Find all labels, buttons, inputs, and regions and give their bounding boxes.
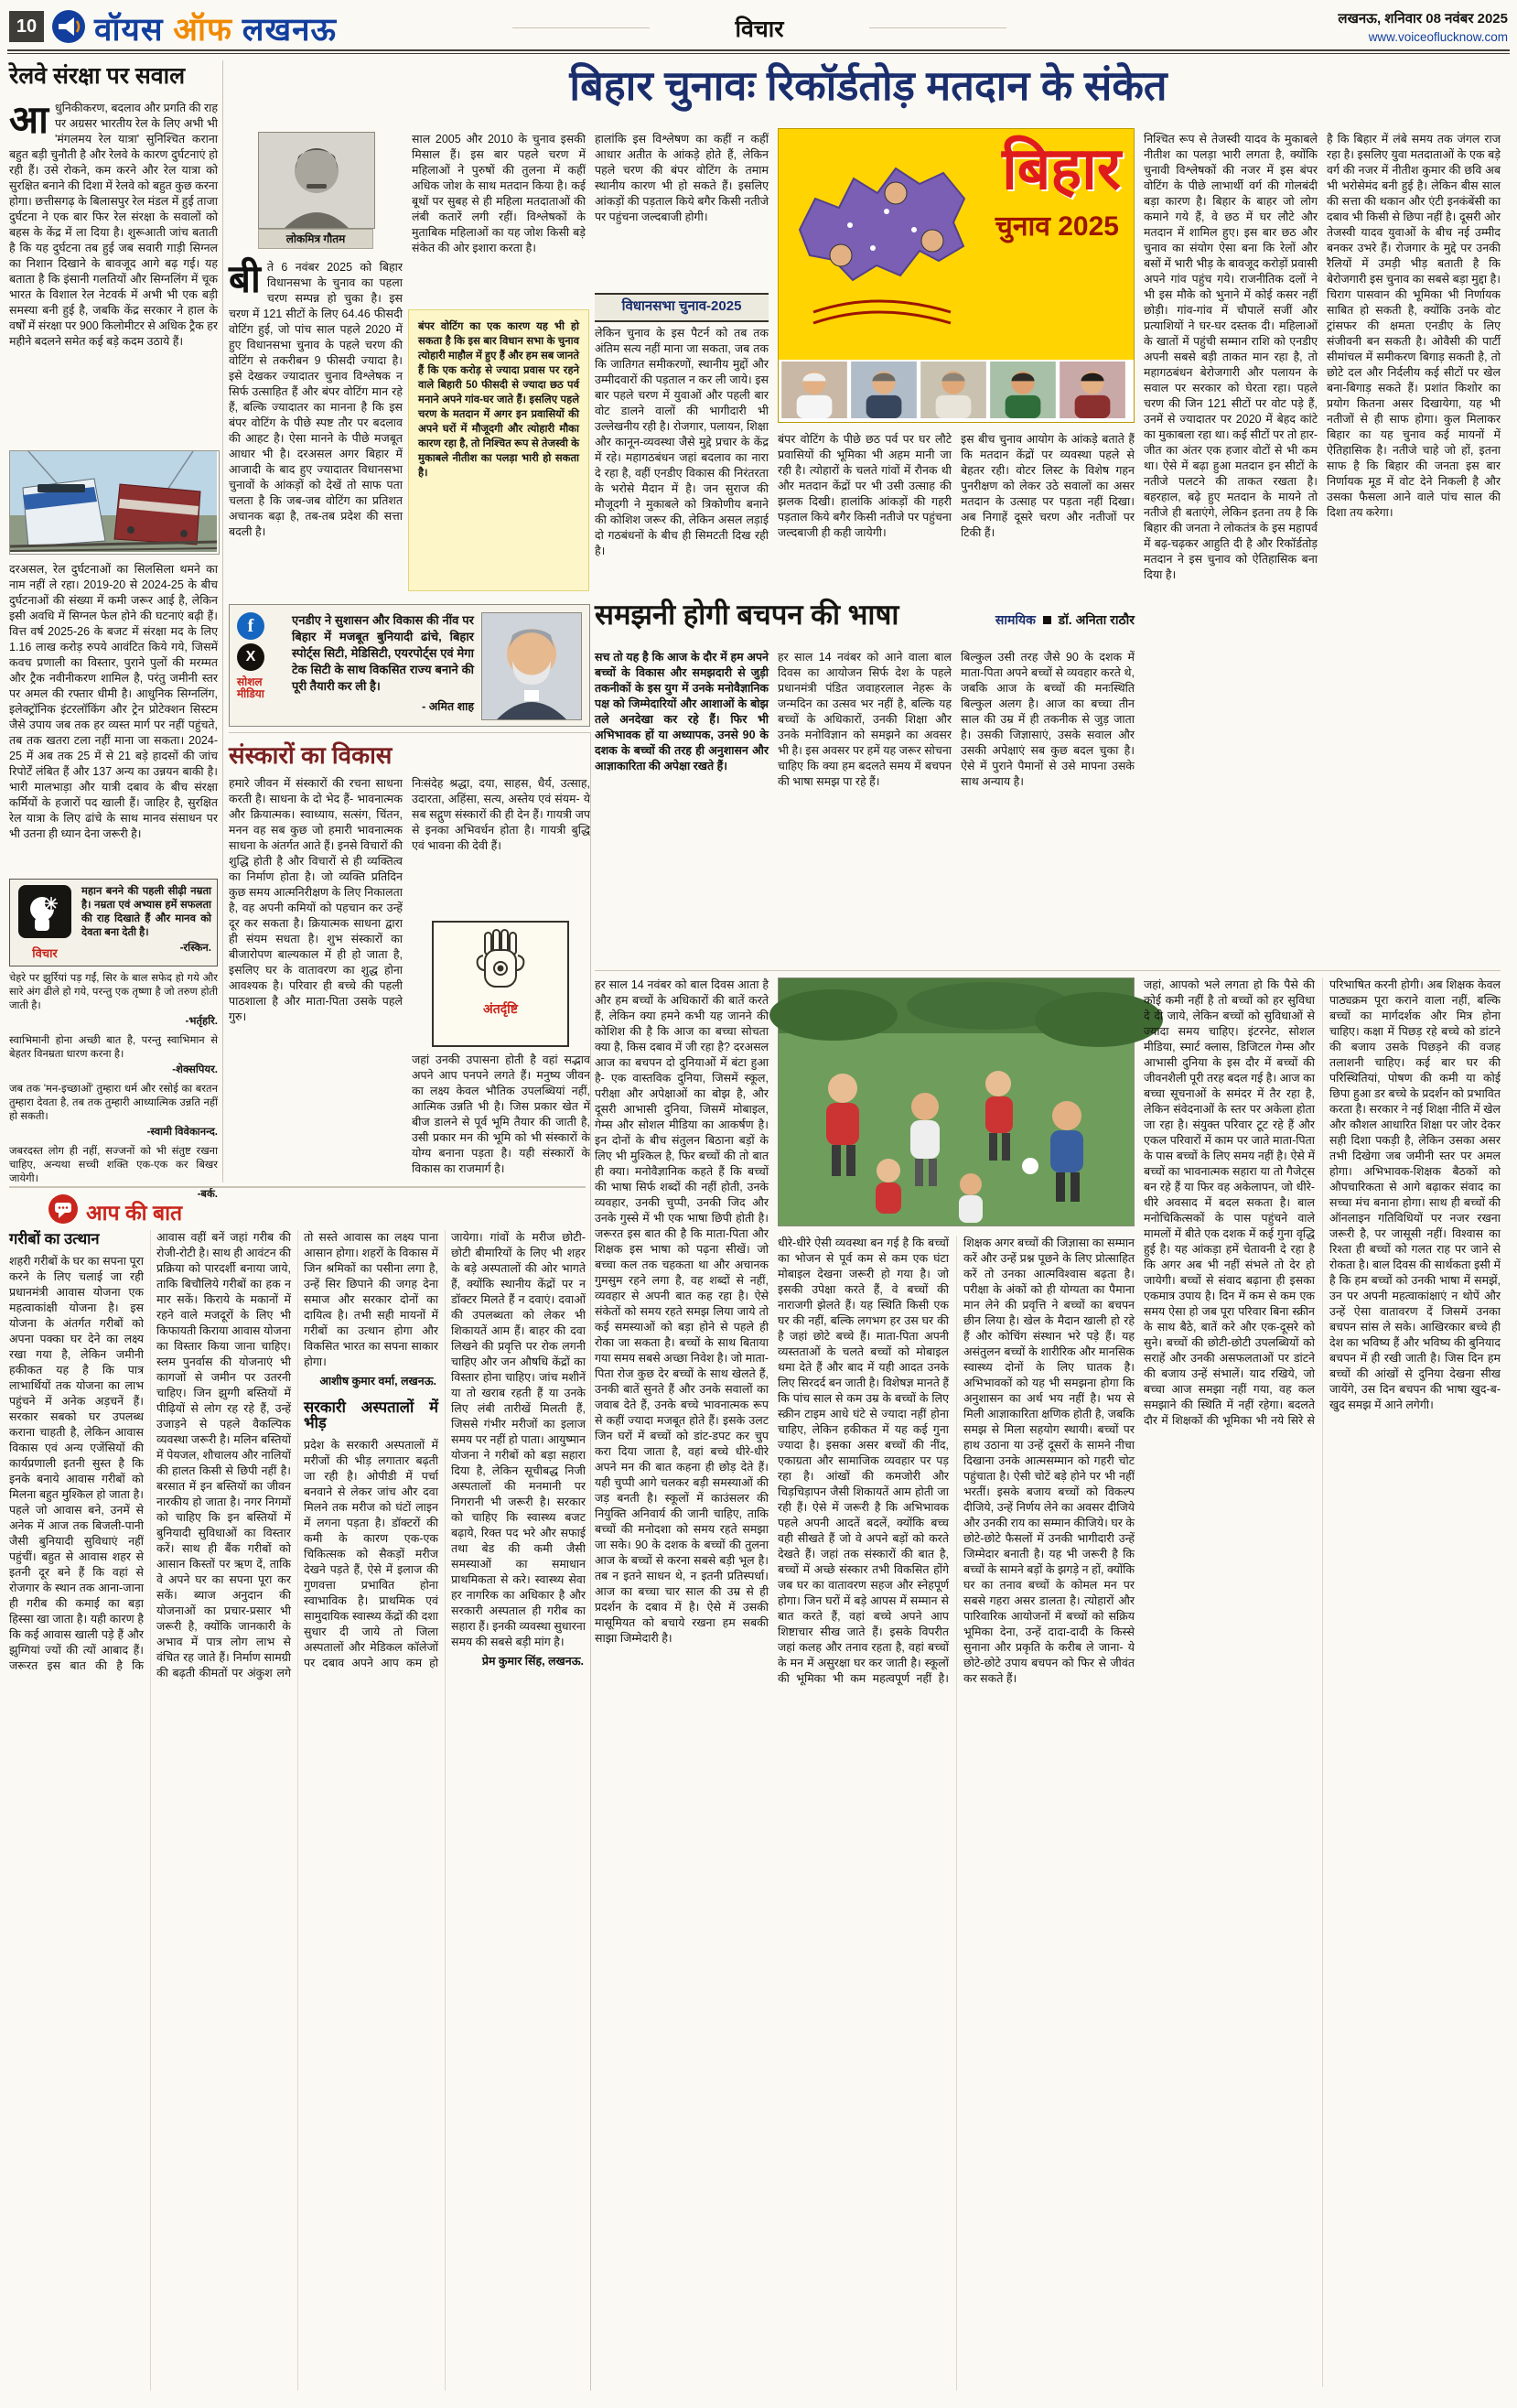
politician-photo-strip bbox=[779, 360, 1134, 422]
thought-text: महान बनने की पहली सीढ़ी नम्रता है। नम्रता एवं अभ्यास हमें सफलता की राह दिखाते हैं और मानव को देवता बना देती है। bbox=[81, 886, 211, 938]
sanskar-body-2b: जहां उनकी उपासना होती है वहां सद्भाव अपने आप पनपने लगते हैं। मनुष्य जीवन का लक्ष्य केवल भौतिक उपलब्धियां नहीं, आत्मिक उन्नति भी है। जिस प्रकार खेत में बीज डालने से पूर्व भूमि तैयार की जाती है, उसी प्रकार मन की भूमि को भी संस्कारों के योग्य बनाना पड़ता है। यही संस्कारों के विकास का राजमार्ग है। bbox=[412, 1053, 590, 1175]
masthead-logo-icon bbox=[51, 9, 86, 49]
bihar-graphic-subtitle: चुनाव 2025 bbox=[995, 211, 1119, 242]
sanskar-body-2a: निःसंदेह श्रद्धा, दया, साहस, धैर्य, उत्साह, उदारता, अहिंसा, सत्य, अस्तेय एवं संयम- ये सब सद्गुण संस्कारों की ही देन हैं। गायत्री जप से इनका अभिवर्धन होता है। गायत्री बुद्धि एवं भावना की देवी हैं। bbox=[412, 777, 590, 852]
quote-author: -बर्क. bbox=[197, 1189, 218, 1200]
divider bbox=[229, 732, 590, 733]
divider bbox=[9, 1186, 586, 1188]
letter-title: गरीबों का उत्थान bbox=[9, 1231, 100, 1247]
childhood-col-left: हर साल 14 नवंबर को बाल दिवस आता है और हम बच्चों के अधिकारों की बातें करते हैं, लेकिन क्या हमने कभी यह जानने की कोशिश की है कि आज का बच्चा सोचता क्या है, किस दबाव में जी रहा है? दरअसल आज का बचपन दो दुनियाओं में बंटा हुआ है- एक वास्तविक दुनिया, जिसमें स्कूल, परीक्षा और अपेक्षाओं का बोझ है, और दूसरी आभासी दुनिया, जिसमें मोबाइल, गेम्स और सोशल मीडिया का आकर्षण है। इन दोनों के बीच संतुलन बिठाना बड़ों के लिए भी मुश्किल है, फिर बच्चों की तो बात ही क्या। मनोवैज्ञानिक कहते हैं कि बच्चों की भाषा सिर्फ शब्दों की नहीं होती, उनके व्यवहार, उनकी चुप्पी, उनकी जिद और उनके गुस्से में भी एक भाषा छिपी होती है। जरूरत इस बात की है कि माता-पिता और शिक्षक इस भाषा को पढ़ना सीखें। जो बच्चा कल तक चहकता था और अचानक गुमसुम रहने लगा है, वह शब्दों से नहीं, व्यवहार से अपनी बात कह रहा है। ऐसे संकेतों को समय रहते समझ लिया जाये तो कई समस्याओं को बड़ा होने से पहले ही रोका जा सकता है। बच्चों के साथ बिताया गया समय सबसे अच्छा निवेश है। जो माता-पिता रोज कुछ देर बच्चों के साथ खेलते हैं, उनकी बातें सुनते हैं और उनके सवालों का जवाब देते हैं, उनके बच्चे भावनात्मक रूप से कहीं ज्यादा मजबूत होते हैं। इसके उलट जिन घरों में बच्चों को डांट-डपट कर चुप करा दिया जाता है, वहां बच्चे धीरे-धीरे अपने मन की बात कहना ही छोड़ देते हैं। यही चुप्पी आगे चलकर बड़ी समस्याओं की जड़ बनती है। स्कूलों में काउंसलर की नियुक्ति अनिवार्य की जानी चाहिए, ताकि बच्चों की मनोदशा को समय रहते समझा जा सके। 90 के दशक के बच्चों की तुलना आज के बच्चों से करना सबसे बड़ी भूल है। तब न इतने साधन थे, न इतनी प्रतिस्पर्धा। आज का बच्चा चार साल की उम्र से ही प्रदर्शन के दबाव में है। ऐसे में उसकी मासूमियत को बचाये रखना हम सबकी साझा जिम्मेदारी है। bbox=[595, 978, 769, 1645]
politician-photo bbox=[989, 362, 1057, 420]
divider bbox=[512, 27, 650, 28]
letter-signature: प्रेम कुमार सिंह, लखनऊ. bbox=[481, 1655, 584, 1668]
section-title: विचार bbox=[735, 16, 784, 42]
sanskar-headline: संस्कारों का विकास bbox=[229, 741, 393, 769]
divider bbox=[869, 27, 1006, 28]
quote-text: स्वाभिमानी होना अच्छी बात है, परन्तु स्वाभिमान से बेहतर विनम्रता धारण करना है। bbox=[9, 1035, 218, 1060]
bihar-headline: बिहार चुनावः रिकॉर्डतोड़ मतदान के संकेत bbox=[569, 62, 1167, 109]
masthead bbox=[51, 7, 337, 50]
childhood-intro-2: हर साल 14 नवंबर को आने वाला बाल दिवस का आयोजन सिर्फ देश के पहले प्रधानमंत्री पंडित जवाहरलाल नेहरू के जन्मदिन का उत्सव भर नहीं है, बल्कि यह बच्चों के अधिकारों, उनकी शिक्षा और उनके मनोविज्ञान को समझने का अवसर भी है। इस अवसर पर हमें यह जरूर सोचना चाहिए कि क्या हम बदलते समय में बचपन की भाषा समझ पा रहे हैं। bbox=[778, 651, 952, 788]
masthead-word: ऑफ bbox=[173, 12, 233, 48]
railway-dropcap: आ bbox=[9, 98, 48, 141]
amit-shah-photo bbox=[481, 612, 582, 718]
quote-author: -भर्तृहरि. bbox=[185, 1016, 218, 1027]
sanskar-body-1: हमारे जीवन में संस्कारों की रचना साधना करती है। साधना के दो भेद हैं- भावनात्मक और क्रियात्मक। स्वाध्याय, सत्संग, चिंतन, मनन वह सब कुछ जो हमारी भावनात्मक साधना के अंतर्गत आते हैं। इनसे विचारों की शुद्धि होती है और विचारों से ही व्यक्तित्व का निर्माण होता है। जो व्यक्ति प्रतिदिन कुछ समय आत्मनिरीक्षण के लिए निकालता है, वह अपनी कमियों को पहचान कर उन्हें दूर कर सकता है। क्रियात्मक साधना द्वारा ही संयम सधता है। शुभ संस्कारों का बीजारोपण बाल्यकाल में ही हो जाता है, इसलिए घर के वातावरण का शुद्ध होना आवश्यक है। परिवार ही बच्चे की पहली पाठशाला है और माता-पिता उसके पहले गुरु। bbox=[229, 777, 403, 1023]
website-link: www.voiceoflucknow.com bbox=[1368, 30, 1508, 44]
bihar-graphic-title: बिहार bbox=[1002, 135, 1121, 201]
letter-body: प्रदेश के सरकारी अस्पतालों में मरीजों की भीड़ लगातार बढ़ती जा रही है। ओपीडी में पर्चा बनवाने से लेकर जांच और दवा मिलने तक मरीज को घंटों लाइन में लगना पड़ता है। डॉक्टरों की कमी के कारण एक-एक चिकित्सक को सैकड़ों मरीज देखने पड़ते हैं, ऐसे में इलाज की गुणवत्ता प्रभावित होना स्वाभाविक है। प्राथमिक एवं सामुदायिक स्वास्थ्य केंद्रों की दशा सुधार दी जाये तो जिला अस्पतालों और मेडिकल कॉलेजों पर दबाव अपने आप कम हो जायेगा। गांवों के मरीज छोटी-छोटी बीमारियों के लिए भी शहर के बड़े अस्पतालों की ओर भागते हैं, क्योंकि स्थानीय केंद्रों पर न डॉक्टर मिलते हैं न दवाएं। दवाओं की उपलब्धता को लेकर भी शिकायतें आम हैं। बाहर की दवा लिखने की प्रवृत्ति पर रोक लगनी चाहिए और जन औषधि केंद्रों का विस्तार होना चाहिए। जांच मशीनें या तो खराब रहती हैं या उनके लिए लंबी तारीखें मिलती हैं, जिससे गंभीर मरीजों का इलाज समय पर नहीं हो पाता। आयुष्मान योजना ने गरीबों को बड़ा सहारा दिया है, लेकिन सूचीबद्ध निजी अस्पतालों की मनमानी पर निगरानी भी जरूरी है। सरकार को चाहिए कि स्वास्थ्य बजट बढ़ाये, रिक्त पद भरे और सफाई तथा बेड की कमी जैसी समस्याओं का समाधान प्राथमिकता से करे। स्वास्थ्य सेवा हर नागरिक का अधिकार है और सरकारी अस्पताल ही गरीब का सहारा हैं। इनकी व्यवस्था सुधारना समय की सबसे बड़ी मांग है। bbox=[304, 1231, 586, 1669]
bihar-col-2: साल 2005 और 2010 के चुनाव इसकी मिसाल हैं। इस बार पहले चरण में महिलाओं ने पुरुषों की तुलना में कहीं अधिक जोश के साथ मतदान किया है। कई बूथों पर सुबह से ही महिला मतदाताओं की लंबी कतारें लगी रहीं। विश्लेषकों के मुताबिक महिलाओं का यह जोश किसी बड़े संकेत की ओर इशारा करता है। bbox=[412, 133, 586, 254]
bihar-col-3a: हालांकि इस विश्लेषण का कहीं न कहीं आधार अतीत के आंकड़े होते हैं, लेकिन पहले चरण की बंपर वोटिंग के तमाम स्थानीय कारण भी हो सकते हैं। इसलिए आंकड़ों की पड़ताल किये बगैर किसी नतीजे पर पहुंचना जल्दबाजी होगी। bbox=[595, 133, 769, 223]
politician-photo bbox=[780, 362, 848, 420]
childhood-col-mid: धीरे-धीरे ऐसी व्यवस्था बन गई है कि बच्चों का भोजन से पूर्व कम से कम एक घंटा मोबाइल देखना जरूरी हो गया है। जो इसकी उपेक्षा करते हैं, वे बच्चों की नाराजगी झेलते हैं। यह स्थिति किसी एक घर की नहीं, बल्कि लगभग हर उस घर की है जहां छोटे बच्चे हैं। माता-पिता अपनी व्यस्तताओं के चलते बच्चों को मोबाइल थमा देते हैं और बाद में यही आदत उनके लिए सिरदर्द बन जाती है। विशेषज्ञ मानते हैं कि पांच साल से कम उम्र के बच्चों के लिए स्क्रीन टाइम आधे घंटे से ज्यादा नहीं होना चाहिए, लेकिन हकीकत में यह कई गुना ज्यादा है। इसका असर बच्चों की नींद, एकाग्रता और सामाजिक व्यवहार पर पड़ रहा है। आंखों की कमजोरी और चिड़चिड़ापन जैसी शिकायतें आम होती जा रही हैं। ऐसे में जरूरी है कि अभिभावक पहले अपनी आदतें बदलें, क्योंकि बच्च वही सीखते हैं जो वे अपने बड़ों को करते देखते हैं। जहां तक संस्कारों की बात है, बच्चों में अच्छे संस्कार तभी विकसित होंगे जब घर का वातावरण सहज और स्नेहपूर्ण होगा। जिन घरों में बड़े आपस में सम्मान से बात करते हैं, वहां बच्चे अपने आप शिष्टाचार सीख जाते हैं। इसके विपरीत जहां कलह और तनाव रहता है, वहां बच्चों के मन में असुरक्षा घर कर जाती है। स्कूलों की भूमिका भी कम महत्वपूर्ण नहीं है। शिक्षक अगर बच्चों की जिज्ञासा का सम्मान करें और उन्हें प्रश्न पूछने के लिए प्रोत्साहित करें तो उनका आत्मविश्वास बढ़ता है। परीक्षा के अंकों को ही योग्यता का पैमाना मान लेने की प्रवृत्ति ने बच्चों का बचपन छीन लिया है। खेल के मैदान खाली हो रहे हैं और कोचिंग संस्थान भरे पड़े हैं। यह असंतुलन बच्चों के शारीरिक और मानसिक स्वास्थ्य दोनों के लिए घातक है। अभिभावकों को यह भी समझना होगा कि अनुशासन का अर्थ भय नहीं है। भय से मिली आज्ञाकारिता क्षणिक होती है, जबकि समझ से मिला सहयोग स्थायी। बच्चों पर हाथ उठाना या उन्हें दूसरों के सामने नीचा दिखाना उनके आत्मसम्मान को गहरी चोट पहुंचाता है। ऐसी चोटें बड़े होने पर भी नहीं भरतीं। इसके बजाय बच्चों को विकल्प दीजिये, उन्हें निर्णय लेने का अवसर दीजिये और उनकी राय का सम्मान कीजिये। घर के छोटे-छोटे फैसलों में उनकी भागीदारी उन्हें जिम्मेदार बनाती है। यह भी जरूरी है कि बच्चों के सामने बड़ों के झगड़े न हों, क्योंकि घर का तनाव बच्चों के कोमल मन पर सबसे गहरा असर डालता है। त्योहारों और पारिवारिक आयोजनों में बच्चों को सक्रिय भूमिका देना, उन्हें दादा-दादी के किस्से सुनाना और प्रकृति के करीब ले जाना- ये छोटे-छोटे उपाय बचपन को फिर से जीवंत कर सकते हैं। bbox=[778, 1236, 1135, 1685]
childhood-col-right: जहां, आपको भले लगता हो कि पैसे की कोई कमी नहीं है तो बच्चों को हर सुविधा दे दी जाये, लेकिन बच्चों को सुविधाओं से ज्यादा समय चाहिए। इंटरनेट, सोशल मीडिया, स्मार्ट क्लास, डिजिटल गेम्स और आभासी दुनिया के इस दौर में बच्चों की जीवनशैली पूरी तरह बदल गई है। आज का बच्चा सूचनाओं के समंदर में तैर रहा है, लेकिन संवेदनाओं के स्तर पर अकेला होता जा रहा है। संयुक्त परिवार टूट रहे हैं और एकल परिवारों में काम पर जाते माता-पिता के पास बच्चों के लिए समय नहीं है। ऐसे में बच्चों का भावनात्मक सहारा या तो गैजेट्स बन रहे हैं या फिर वह अकेलापन, जो धीरे-धीरे अवसाद में बदल सकता है। बाल मनोचिकित्सकों के पास पहुंचने वाले मामलों में बीते एक दशक में कई गुना वृद्धि हुई है। यह आंकड़ा हमें चेतावनी दे रहा है कि अगर अब भी नहीं संभले तो देर हो जायेगी। बच्चों से संवाद बढ़ाना ही इसका एकमात्र उपाय है। दिन में कम से कम एक समय ऐसा हो जब पूरा परिवार बिना स्क्रीन के साथ बैठे, बातें करे और एक-दूसरे को सुने। बच्चों की छोटी-छोटी उपलब्धियों को सराहें और उनकी असफलताओं पर डांटने की बजाय उन्हें संभालें। याद रखिये, जो बच्चा आज समझा नहीं गया, वह कल समझाने की स्थिति में नहीं रहेगा। बदलते दौर में शिक्षकों की भूमिका भी नये सिरे से परिभाषित करनी होगी। अब शिक्षक केवल पाठ्यक्रम पूरा कराने वाला नहीं, बल्कि बच्चों का मार्गदर्शक और मित्र होना चाहिए। कक्षा में पिछड़ रहे बच्चे को डांटने की बजाय उसके पिछड़ने की वजह तलाशनी चाहिए। कई बार घर की परिस्थितियां, पोषण की कमी या कोई छिपा हुआ डर बच्चे के प्रदर्शन को प्रभावित करता है। सरकार ने नई शिक्षा नीति में खेल और कौशल आधारित शिक्षा पर जोर देकर सही दिशा पकड़ी है, लेकिन उसका असर तभी दिखेगा जब जमीनी स्तर पर अमल होगा। अभिभावक-शिक्षक बैठकों को औपचारिकता से आगे बढ़ाकर संवाद का सच्चा मंच बनाना होगा। साथ ही बच्चों की ऑनलाइन गतिविधियों पर नजर रखना जरूरी है, पर जासूसी नहीं। विश्वास का रिश्ता ही बच्चों को गलत राह पर जाने से रोकता है। बाल दिवस की सार्थकता इसी में है कि हम बच्चों को उनकी भाषा में समझें, उन पर अपनी महत्वाकांक्षाएं न थोपें और उन्हें ऐसा वातावरण दें जिसमें उनका बचपन सांस ले सके। आखिरकार बच्चे ही देश का भविष्य हैं और भविष्य की बुनियाद बचपन में ही रखी जाती है। जिस दिन हम बच्चों की आंखों से दुनिया देखना सीख जायेंगे, उस दिन बचपन की भाषा खुद-ब-खुद समझ में आने लगेगी। bbox=[1144, 978, 1501, 1427]
speech-bubble-icon bbox=[48, 1193, 79, 1229]
thinker-icon bbox=[18, 926, 71, 942]
childhood-byline bbox=[933, 611, 1135, 629]
quotes-list bbox=[9, 972, 218, 1200]
bihar-col-7: है कि बिहार में लंबे समय तक जंगल राज रहा है। इसलिए युवा मतदाताओं के एक बड़े वर्ग की नजर में नीतीश कुमार की छवि अब भी भरोसेमंद बनी हुई है। लेकिन बीस साल की सत्ता की थकान और एंटी इनकंबेंसी का दबाव भी किसी से छिपा नहीं है। दूसरी ओर तेजस्वी यादव युवाओं के बीच नई उम्मीद बनकर उभरे हैं। रोजगार के मुद्दे पर उनकी रैलियों में उमड़ी भीड़ बताती है कि बेरोजगारी इस चुनाव का सबसे बड़ा मुद्दा है। चिराग पासवान की भूमिका भी निर्णायक साबित हो सकती है, क्योंकि उनके वोट ट्रांसफर की क्षमता एनडीए के लिए संजीवनी बन सकती है। ओवैसी की पार्टी सीमांचल में समीकरण बिगाड़ सकती है, तो छोटे दल और निर्दलीय कई सीटों पर खेल बना-बिगाड़ सकते हैं। प्रशांत किशोर का प्रयोग कितना असर दिखायेगा, यह भी नतीजों से ही साफ होगा। कुल मिलाकर बिहार का यह चुनाव कई मायनों में ऐतिहासिक है। नतीजे चाहे जो हों, इतना साफ है कि बिहार की जनता इस बार निर्णायक मूड में वोट देने निकली है और उसका फैसला आने वाले पांच साल की दिशा तय करेगा। bbox=[1327, 133, 1501, 519]
politician-photo bbox=[850, 362, 918, 420]
divider bbox=[222, 60, 223, 1182]
letters-flow bbox=[9, 1230, 586, 2391]
author-photo bbox=[258, 132, 373, 249]
byline-bullet bbox=[1043, 616, 1051, 624]
masthead-word: वॉयस bbox=[94, 12, 164, 48]
bihar-pullquote: बंपर वोटिंग का एक कारण यह भी हो सकता है कि इस बार विधान सभा के चुनाव त्योहारी माहौल में हुए हैं और हम सब जानते हैं कि एक करोड़ से ज्यादा प्रवास पर रहने वाले बिहारी 50 फीसदी से ज्यादा छठ पर्व मनाने अपने गांव-घर जाते हैं। इसलिए पहले चरण के मतदान में अगर इन प्रवासियों की अपने घरों में मौजूदगी और त्योहारी मौका कारण रहा है, तो निश्चित रूप से तेजस्वी के मुकाबले नीतीश का पलड़ा भारी हो सकता है। bbox=[408, 309, 589, 591]
insight-box bbox=[432, 921, 569, 1047]
letters-section-label: आप की बात bbox=[86, 1200, 183, 1225]
facebook-icon: f bbox=[237, 612, 264, 640]
insight-label: अंतर्दृष्टि bbox=[483, 1001, 518, 1016]
author-caption: लोकमित्र गौतम bbox=[258, 229, 373, 249]
page-number-box: 10 bbox=[9, 11, 44, 42]
dateline: लखनऊ, शनिवार 08 नवंबर 2025 bbox=[1338, 11, 1508, 27]
childhood-intro-3: बिल्कुल उसी तरह जैसे 90 के दशक में माता-पिता अपने बच्चों से व्यवहार करते थे, जबकि आज के बच्चों की मनःस्थिति बिल्कुल अलग है। आज का बच्चा तीन साल की उम्र में ही तकनीक से जुड़ जाता है। उसकी जिज्ञासाएं, उसके सवाल और उसकी अपेक्षाएं सब कुछ बदल चुका है। ऐसे में पुराने पैमानों से उसे मापना उसके साथ अन्याय है। bbox=[961, 651, 1135, 788]
bihar-election-graphic bbox=[778, 128, 1135, 423]
childhood-intro-1: सच तो यह है कि आज के दौर में हम अपने बच्चों के विकास और समझदारी से जुड़ी तकनीकों के इस युग में उनके मनोवैज्ञानिक पक्ष को जिम्मेदारियों और आशाओं के बोझ तले अनदेखा कर रहे हैं। फिर भी अभिभावक हों या अध्यापक, उनसे 90 के दशक के बच्चों की तरह ही अनुशासन और आज्ञाकारिता की अपेक्षा रखते हैं। bbox=[595, 651, 769, 772]
hamsa-hand-icon bbox=[476, 980, 525, 996]
quote-text: चेहरे पर झुर्रियां पड़ गईं, सिर के बाल सफेद हो गये और सारे अंग ढीले हो गये, परन्तु एक तृष्णा है जो तरुण होती जाती है। bbox=[9, 973, 218, 1011]
letter-signature: आशीष कुमार वर्मा, लखनऊ. bbox=[319, 1375, 436, 1388]
children-photo bbox=[778, 977, 1135, 1226]
header-rule bbox=[7, 53, 1510, 54]
politician-photo bbox=[1059, 362, 1126, 420]
masthead-word: लखनऊ bbox=[242, 12, 338, 48]
x-twitter-icon: X bbox=[237, 643, 264, 671]
bihar-col-1: बीते 6 नवंबर 2025 को बिहार विधानसभा के चुनाव का पहला चरण सम्पन्न हो चुका है। इस चरण में 121 सीटों के लिए 64.46 फीसदी वोटिंग हुई, जो पांच साल पहले 2020 में हुए विधानसभा चुनाव के पहले चरण की वोटिंग से तकरीबन 9 फीसदी ज्यादा है। इसे देखकर ज्यादातर चुनाव विश्लेषक न सिर्फ उत्साहित हैं और बंपर वोटिंग मान रहे हैं, बल्कि ज्यादातर का मानना है कि इस बंपर वोटिंग के पीछे स्पष्ट तौर पर बदलाव की आहट है। ऐसा मानने के पीछे मजबूत आधार भी है। दरअसल अगर बिहार में आजादी के बाद हुए ज्यादातर विधानसभा चुनावों के आंकड़ों को देखें तो साफ पता चलता है कि जब-जब वोटिंग का प्रतिशत अचानक बढ़ा है, तब-तब प्रदेश की सत्ता बदली है। bbox=[229, 257, 403, 538]
letters-section-header bbox=[48, 1193, 182, 1229]
thought-label: विचार bbox=[32, 946, 58, 960]
letter-body: शहरी गरीबों के घर का सपना पूरा करने के लिए चलाई जा रही प्रधानमंत्री आवास योजना एक महत्वाकांक्षी योजना है। इस योजना के अंतर्गत गरीबों को अपना पक्का घर देने का लक्ष्य रखा गया है, लेकिन जमीनी हकीकत यह है कि पात्र लाभार्थियों तक योजना का लाभ पहुंचने में अनेक अड़चनें हैं। सरकार सबको घर उपलब्ध कराना चाहती है, लेकिन आवास विकास एवं अन्य एजेंसियों की कार्यप्रणाली इतनी सुस्त है कि इनके बनाये आवास गरीबों को मिलना बहुत मुश्किल हो जाता है। पहले जो आवास बने, उनमें से अनेक में आज तक बिजली-पानी जैसी बुनियादी सुविधाएं नहीं पहुंचीं। बहुत से आवास शहर से इतनी दूर बने हैं कि वहां से रोजगार के स्थान तक आना-जाना ही गरीब की कमाई का बड़ा हिस्सा खा जाता है। यही कारण है कि कई आवास खाली पड़े हैं और झुग्गियां ज्यों की त्यों आबाद हैं। जरूरत इस बात की है कि आवास वहीं बनें जहां गरीब की रोजी-रोटी है। साथ ही आवंटन की प्रक्रिया को पारदर्शी बनाया जाये, ताकि बिचौलिये गरीबों का हक न मार सकें। किराये के मकानों में रहने वाले मजदूरों के लिए भी किफायती किराया आवास योजना का विस्तार किया जाना चाहिए। स्लम पुनर्वास की योजनाएं भी कागजों से जमीन पर उतरनी चाहिए। जिन झुग्गी बस्तियों में पीढ़ियों से लोग रह रहे हैं, उन्हें उजाड़ने से पहले वैकल्पिक व्यवस्था जरूरी है। मलिन बस्तियों में पेयजल, शौचालय और नालियों की हालत किसी से छिपी नहीं है। बरसात में इन बस्तियों का जीवन नारकीय हो जाता है। नगर निगमों को चाहिए कि इन बस्तियों में बुनियादी सुविधाओं का विस्तार करें। साथ ही बैंक गरीबों को आसान किस्तों पर ऋण दें, ताकि वे अपने घर का सपना पूरा कर सकें। ब्याज अनुदान की योजनाओं का प्रचार-प्रसार भी जरूरी है, क्योंकि जानकारी के अभाव में पात्र लोग लाभ से वंचित रह जाते हैं। निर्माण सामग्री की बढ़ती कीमतों पर अंकुश लगे तो सस्ते आवास का लक्ष्य पाना आसान होगा। शहरों के विकास में जिन श्रमिकों का पसीना लगा है, उन्हें सिर छिपाने की जगह देना समाज और सरकार दोनों का दायित्व है। तभी सही मायनों में गरीबों का उत्थान होगा और विकसित भारत का सपना साकार होगा। bbox=[9, 1231, 438, 1679]
thought-box bbox=[9, 879, 218, 966]
bihar-col-5: इस बीच चुनाव आयोग के आंकड़े बताते हैं कि मतदान केंद्रों पर व्यवस्था पहले से बेहतर रही। वोटर लिस्ट के विशेष गहन पुनरीक्षण को लेकर उठे सवालों का असर मतदान के उत्साह पर पड़ता नहीं दिखा। अब निगाहें दूसरे चरण और नतीजों पर टिकी हैं। bbox=[961, 433, 1135, 539]
social-quote: एनडीए ने सुशासन और विकास की नींव पर बिहार में मजबूत बुनियादी ढांचे, बिहार स्पोर्ट्स सिटी, मेडिसिटी, एयरपोर्ट्स एवं मेगा टेक सिटी के साथ विकसित राज्य बनाने की पूरी तैयारी कर ली है। bbox=[292, 613, 474, 693]
bihar-col-6: निश्चित रूप से तेजस्वी यादव के मुकाबले नीतीश का पलड़ा भारी लगता है, क्योंकि चुनावी विश्लेषकों की नजर में इस बंपर वोटिंग के पीछे लाभार्थी वर्ग की गोलबंदी बड़ा कारण है। बिहार के बाहर जो लोग कमाने गये हैं, वे छठ में घर लौटे और मतदान में शामिल हुए। इस बार छठ और चुनाव का संयोग ऐसा बना कि रेलों और बसों में भारी भीड़ के बावजूद करोड़ों प्रवासी अपने गांव पहुंच गये। राजनीतिक दलों ने भी इस मौके को भुनाने में कोई कसर नहीं छोड़ी। गांव-गांव में चौपालें सजीं और प्रत्याशियों ने घर-घर दस्तक दी। महिलाओं के खातों में पहुंची सम्मान राशि को एनडीए अपनी सबसे बड़ी ताकत मान रहा है, तो महागठबंधन बेरोजगारी और पलायन के सवाल पर सरकार को घेरता रहा। पहले चरण की जिन 121 सीटों पर वोट पड़े हैं, उनमें से ज्यादातर पर 2020 में बेहद कांटे का मुकाबला रहा था। कई सीटों पर तो हार-जीत का अंतर एक हजार वोटों से भी कम था। ऐसे में बढ़ा हुआ मतदान इन सीटों के नतीजे पलटने की ताकत रखता है। बहरहाल, बढ़े हुए मतदान के मायने तो नतीजे ही बताएंगे, लेकिन इतना तय है कि बिहार की जनता ने लोकतंत्र के इस महापर्व में बढ़-चढ़कर आहुति दी है और रिकॉर्डतोड़ मतदान ने इस चुनाव को ऐतिहासिक बना दिया है। bbox=[1144, 133, 1318, 581]
railway-body-2: दरअसल, रेल दुर्घटनाओं का सिलसिला थमने का नाम नहीं ले रहा। 2019-20 से 2024-25 के बीच दुर्घटनाओं की संख्या में कमी जरूर आई है, लेकिन इसी अवधि में सिग्नल फेल होने की घटनाएं बढ़ी हैं। वित्त वर्ष 2025-26 के बजट में संरक्षा मद के लिए 1.16 लाख करोड़ रुपये आवंटित किये गये, जिसमें कवच प्रणाली का विस्तार, पुराने पुलों की मरम्मत और ट्रैक नवीनीकरण शामिल है, परंतु जमीनी स्तर पर अमल की रफ्तार धीमी है। आधुनिक सिग्नलिंग, इलेक्ट्रॉनिक इंटरलॉकिंग और ट्रेन प्रोटेक्शन सिस्टम जैसे उपाय जब तक हर व्यस्त मार्ग पर नहीं पहुंचते, तब तक खतरा टला नहीं माना जा सकता। 2024-25 में अब तक 25 में से 21 बड़े हादसों की जांच रिपोर्टें लंबित हैं और 137 अन्य का उन्नयन बाकी है। भारी मालभाड़ा और यात्री दबाव के बीच संरक्षा कर्मियों के हजारों पद खाली हैं। जाहिर है, सुरक्षित रेल यात्रा के लिए ढांचे के साथ मानव संसाधन पर भी उतना ही ध्यान देना जरूरी है। bbox=[9, 563, 218, 840]
divider bbox=[595, 970, 1501, 971]
railway-body: आधुनिकीकरण, बदलाव और प्रगति की राह पर अग्रसर भारतीय रेल के लिए अभी भी 'मंगलमय रेल यात्रा' सुनिश्चित कराना बहुत बड़ी चुनौती है और रेलवे के कारण दुर्घटनाएं हो रही हैं। उसे रोकने, कम करने और रेल यात्रा को सुरक्षित बनाने की दिशा में रेलवे को बहुत कुछ करना होगा। छत्तीसगढ़ के बिलासपुर रेल मंडल में हुई ताजा दुर्घटना ने एक बार फिर रेल संरक्षा के सवालों को बहस के केंद्र में ला दिया है। शुरूआती जांच बताती है कि यह दुर्घटना तब हुई जब सवारी गाड़ी सिग्नल का निशान दिखाने के बावजूद आगे बढ़ गई। यह बताता है कि इंसानी गलतियों और सिग्नलिंग में चूक भारत के विशाल रेल नेटवर्क में अभी भी एक बड़ी समस्या बनी हुई है, जबकि केंद्र सरकार ने हाल के वर्षों में संरक्षा पर 900 किलोमीटर से अधिक ट्रैक हर महीने बदलने समेत कई बड़े कदम उठाये हैं। bbox=[9, 98, 218, 348]
bihar-col-3b: लेकिन चुनाव के इस पैटर्न को तब तक अंतिम सत्य नहीं माना जा सकता, जब तक कि जातिगत समीकरणों, स्थानीय मुद्दों और उम्मीदवारों की पड़ताल न कर ली जाये। इस बार पहले चरण में युवाओं और पहली बार वोट डालने वालों की भागीदारी भी उल्लेखनीय रही है। रोजगार, पलायन, शिक्षा और कानून-व्यवस्था जैसे मुद्दे प्रचार के केंद्र में रहे। महागठबंधन जहां बदलाव का नारा दे रहा है, वहीं एनडीए विकास की निरंतरता के भरोसे मैदान में है। जन सुराज की मौजूदगी ने मुकाबले को त्रिकोणीय बनाने की कोशिश जरूर की, लेकिन असल लड़ाई दो गठबंधनों के बीच ही सिमटती दिख रही है। bbox=[595, 327, 769, 557]
quote-text: जब तक 'मन-इच्छाओं' तुम्हारा धर्म और रसोई का बरतन तुम्हारा देवता है, तब तक तुम्हारी आध्यात्मिक उन्नति नहीं हो सकती। bbox=[9, 1084, 218, 1122]
thought-author: -रस्किन. bbox=[179, 943, 211, 954]
bihar-dropcap: बी bbox=[229, 257, 261, 300]
divider bbox=[590, 732, 591, 2391]
railway-photo bbox=[9, 450, 220, 555]
bihar-col-4: बंपर वोटिंग के पीछे छठ पर्व पर घर लौटे प्रवासियों की भूमिका भी अहम मानी जा रही है। त्योहारों के चलते गांवों में रौनक थी और मतदान केंद्रों पर भी उसी उत्साह की झलक दिखी। हालांकि आंकड़ों की गहरी पड़ताल किये बगैर किसी नतीजे पर पहुंचना जल्दबाजी ही कही जायेगी। bbox=[778, 433, 952, 539]
social-label: सोशल bbox=[237, 675, 263, 688]
header-rule bbox=[7, 49, 1510, 51]
assembly-election-box: विधानसभा चुनाव-2025 bbox=[595, 293, 769, 322]
bihar-map-icon bbox=[786, 138, 978, 353]
quote-author: -शेक्सपियर. bbox=[172, 1064, 218, 1075]
childhood-headline: समझनी होगी बचपन की भाषा bbox=[595, 599, 899, 631]
social-author: - अमित शाह bbox=[422, 700, 474, 713]
letter-title: सरकारी अस्पतालों में भीड़ bbox=[304, 1399, 438, 1431]
quote-author: -स्वामी विवेकानन्द. bbox=[146, 1127, 218, 1138]
childhood-author: डॉ. अनिता राठौर bbox=[1058, 612, 1135, 627]
quote-text: जबरदस्त लोग ही नहीं, सज्जनों को भी संतुष्ट रखना चाहिए, अन्यथा सच्ची शक्ति एक-एक कर बिखर जायेगी। bbox=[9, 1146, 218, 1184]
kicker-label: सामयिक bbox=[995, 612, 1036, 627]
politician-photo bbox=[920, 362, 987, 420]
railway-headline: रेलवे संरक्षा पर सवाल bbox=[9, 63, 186, 89]
social-media-box bbox=[229, 604, 590, 727]
social-label: मीडिया bbox=[237, 687, 264, 700]
